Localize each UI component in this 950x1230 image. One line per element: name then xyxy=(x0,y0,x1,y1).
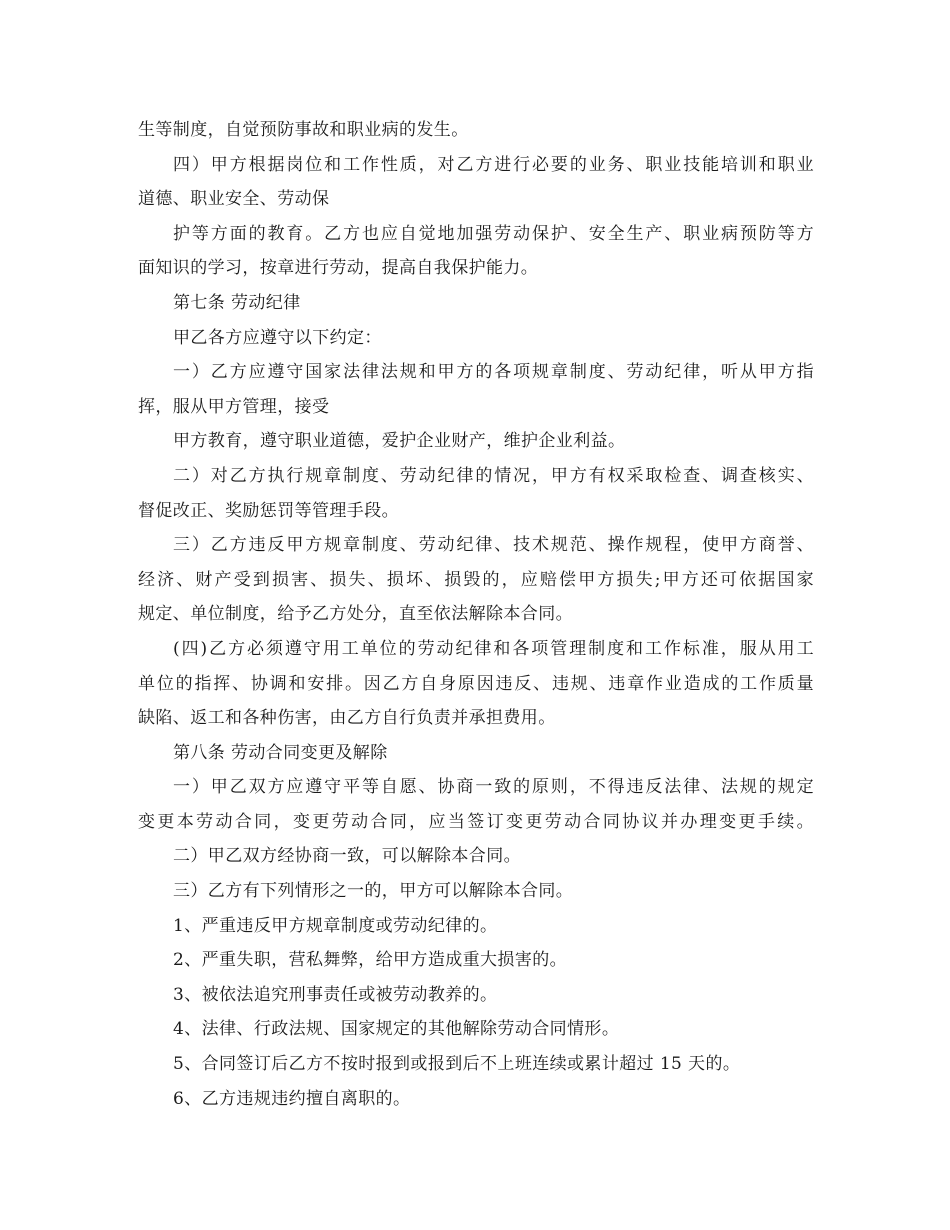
text-line: 缺陷、返工和各种伤害，由乙方自行负责并承担费用。 xyxy=(138,708,556,729)
text-line: (四)乙方必须遵守用工单位的劳动纪律和各项管理制度和工作标准，服从用工 xyxy=(173,638,814,659)
text-line: 6、乙方违规违约擅自离职的。 xyxy=(173,1088,411,1109)
text-line: 二）对乙方执行规章制度、劳动纪律的情况，甲方有权采取检查、调查核实、 xyxy=(173,465,814,486)
text-line: 4、法律、行政法规、国家规定的其他解除劳动合同情形。 xyxy=(173,1019,620,1040)
text-line: 道德、职业安全、劳动保 xyxy=(138,189,330,210)
text-line: 甲方教育，遵守职业道德，爱护企业财产，维护企业利益。 xyxy=(173,431,626,452)
text-line: 规定、单位制度，给予乙方处分，直至依法解除本合同。 xyxy=(138,604,573,625)
text-line: 一）甲乙双方应遵守平等自愿、协商一致的原则，不得违反法律、法规的规定 xyxy=(173,777,814,798)
text-line: 经济、财产受到损害、损失、损坏、损毁的，应赔偿甲方损失;甲方还可依据国家 xyxy=(138,569,814,590)
text-line: 三）乙方有下列情形之一的，甲方可以解除本合同。 xyxy=(173,881,574,902)
text-line: 单位的指挥、协调和安排。因乙方自身原因违反、违规、违章作业造成的工作质量 xyxy=(138,673,814,694)
contract-text-body xyxy=(138,113,814,1116)
text-line: 一）乙方应遵守国家法律法规和甲方的各项规章制度、劳动纪律，听从甲方指 xyxy=(173,362,814,383)
text-line: 护等方面的教育。乙方也应自觉地加强劳动保护、安全生产、职业病预防等方 xyxy=(173,223,814,244)
text-line: 3、被依法追究刑事责任或被劳动教养的。 xyxy=(173,984,498,1005)
text-line: 甲乙各方应遵守以下约定： xyxy=(173,327,382,348)
text-line: 第七条 劳动纪律 xyxy=(173,292,301,313)
text-line: 2、严重失职，营私舞弊，给甲方造成重大损害的。 xyxy=(173,950,568,971)
text-line: 督促改正、奖励惩罚等管理手段。 xyxy=(138,500,399,521)
text-line: 挥，服从甲方管理，接受 xyxy=(138,396,330,417)
text-line: 二）甲乙双方经协商一致，可以解除本合同。 xyxy=(173,846,521,867)
text-line: 四）甲方根据岗位和工作性质，对乙方进行必要的业务、职业技能培训和职业 xyxy=(173,154,814,175)
text-line: 生等制度，自觉预防事故和职业病的发生。 xyxy=(138,120,469,140)
text-line: 变更本劳动合同，变更劳动合同，应当签订变更劳动合同协议并办理变更手续。 xyxy=(138,811,814,832)
text-line: 5、合同签订后乙方不按时报到或报到后不上班连续或累计超过 15 天的。 xyxy=(173,1054,741,1075)
text-line: 第八条 劳动合同变更及解除 xyxy=(173,742,388,763)
text-line: 1、严重违反甲方规章制度或劳动纪律的。 xyxy=(173,915,498,936)
text-line: 面知识的学习，按章进行劳动，提高自我保护能力。 xyxy=(138,258,539,279)
text-line: 三）乙方违反甲方规章制度、劳动纪律、技术规范、操作规程，使甲方商誉、 xyxy=(173,535,814,556)
